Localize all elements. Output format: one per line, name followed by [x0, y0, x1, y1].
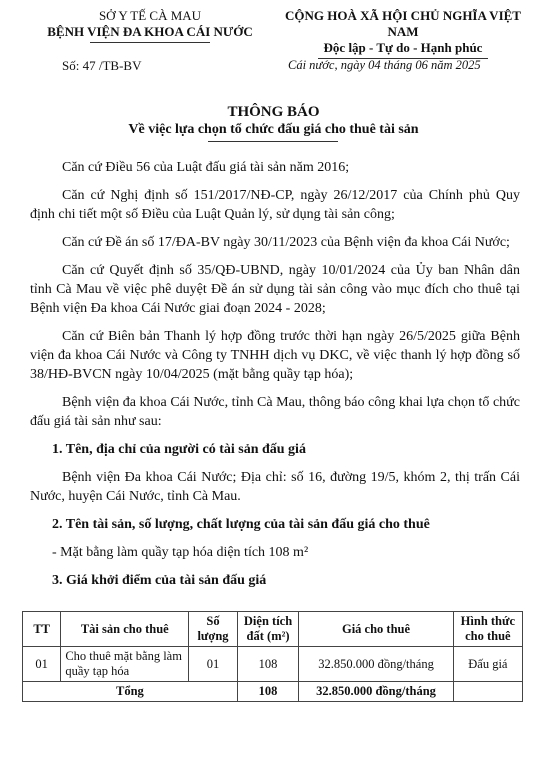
paragraph-legal-basis-4: Căn cứ Quyết định số 35/QĐ-UBND, ngày 10/01/2024 của Ủy ban Nhân dân tỉnh Cà Mau về việc phê duyệt Đề án sử dụng tài sản công vào mục đích cho thuê tại Bệnh viện Đa khoa Cái Nước giai đoạn 2024 - 2028; [30, 263, 520, 316]
total-price: 32.850.000 đồng/tháng [299, 682, 453, 702]
cell-form: Đấu giá [453, 647, 522, 682]
date-line: Cái nước, ngày 04 tháng 06 năm 2025 [288, 58, 481, 72]
cell-asset: Cho thuê mặt bằng làm quầy tạp hóa [61, 647, 189, 682]
issuer-underline [90, 42, 210, 43]
header-quantity: Số lượng [189, 612, 238, 647]
section-1-heading: 1. Tên, địa chỉ của người có tài sản đấu giá [52, 442, 306, 457]
paragraph-legal-basis-3: Căn cứ Đề án số 17/ĐA-BV ngày 30/11/2023 của Bệnh viện đa khoa Cái Nước; [62, 235, 510, 250]
section-2-text: - Mặt bằng làm quầy tạp hóa diện tích 108 m² [52, 545, 309, 560]
header-form: Hình thức cho thuê [453, 612, 522, 647]
paragraph-legal-basis-2: Căn cứ Nghị định số 151/2017/NĐ-CP, ngày 26/12/2017 của Chính phủ Quy định chi tiết một số Điều của Luật Quản lý, sử dụng tài sản công; [30, 188, 520, 222]
section-1-text: Bệnh viện Đa khoa Cái Nước; Địa chỉ: số 16, đường 19/5, khóm 2, thị trấn Cái Nước, huyện Cái Nước, tỉnh Cà Mau. [30, 470, 520, 504]
header-asset: Tài sản cho thuê [61, 612, 189, 647]
table-total-row [23, 682, 523, 702]
agency-name: SỞ Y TẾ CÀ MAU [98, 8, 202, 23]
cell-quantity: 01 [189, 647, 238, 682]
header-area: Diện tích đất (m²) [237, 612, 299, 647]
section-2-heading: 2. Tên tài sản, số lượng, chất lượng của tài sản đấu giá cho thuê [52, 517, 430, 532]
document-subtitle: Về việc lựa chọn tổ chức đấu giá cho thuê tài sản [128, 122, 419, 137]
table-header-row [23, 612, 523, 647]
hospital-name: BỆNH VIỆN ĐA KHOA CÁI NƯỚC [47, 24, 253, 39]
total-form-empty [453, 682, 522, 702]
paragraph-legal-basis-5: Căn cứ Biên bản Thanh lý hợp đồng trước thời hạn ngày 26/5/2025 giữa Bệnh viện đa khoa Cái Nước và Công ty TNHH dịch vụ DKC, về việc thanh lý hợp đồng số 38/HĐ-BVCN ngày 10/04/2025 (mặt bằng quầy tạp hóa); [30, 329, 520, 382]
table-row [23, 647, 523, 682]
cell-area: 108 [237, 647, 299, 682]
total-area: 108 [237, 682, 299, 702]
country-name: CỘNG HOÀ XÃ HỘI CHỦ NGHĨA VIỆT NAM [285, 8, 521, 39]
paragraph-legal-basis-1: Căn cứ Điều 56 của Luật đấu giá tài sản năm 2016; [62, 160, 350, 175]
starting-price-table [22, 611, 523, 702]
paragraph-announcement: Bệnh viện đa khoa Cái Nước, tỉnh Cà Mau, thông báo công khai lựa chọn tổ chức đấu giá tài sản như sau: [30, 395, 520, 429]
national-motto: Độc lập - Tự do - Hạnh phúc [323, 40, 483, 55]
document-number: Số: 47 /TB-BV [62, 58, 142, 73]
issuer-block [30, 8, 270, 43]
cell-tt: 01 [23, 647, 61, 682]
document-title: THÔNG BÁO [227, 104, 320, 120]
section-3-heading: 3. Giá khởi điểm của tài sản đấu giá [52, 573, 267, 588]
subtitle-underline [208, 141, 338, 142]
header-price: Giá cho thuê [299, 612, 453, 647]
cell-price: 32.850.000 đồng/tháng [299, 647, 453, 682]
national-header [268, 8, 538, 59]
total-label: Tổng [23, 682, 238, 702]
document-body [30, 158, 520, 599]
header-tt: TT [23, 612, 61, 647]
